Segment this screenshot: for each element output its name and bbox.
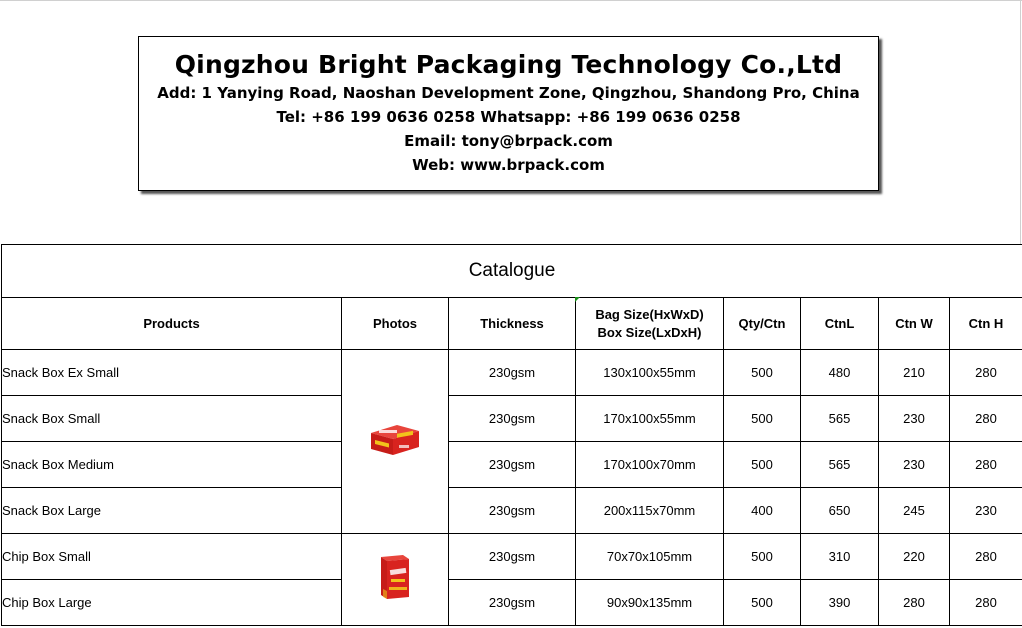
cell-product[interactable]: Chip Box Small — [2, 534, 342, 580]
header-row — [2, 298, 1022, 350]
cell-ctnh[interactable]: 280 — [950, 442, 1022, 488]
catalogue-title: Catalogue — [2, 245, 1022, 298]
cell-ctnh[interactable]: 230 — [950, 488, 1022, 534]
col-ctnw[interactable]: Ctn W — [879, 298, 950, 350]
cell-size[interactable]: 170x100x55mm — [576, 396, 724, 442]
table-row — [2, 488, 1022, 534]
col-photos[interactable]: Photos — [342, 298, 449, 350]
cell-size[interactable]: 170x100x70mm — [576, 442, 724, 488]
cell-product[interactable]: Snack Box Large — [2, 488, 342, 534]
cell-ctnw[interactable]: 280 — [879, 580, 950, 626]
table-row — [2, 350, 1022, 396]
col-products[interactable]: Products — [2, 298, 342, 350]
cell-qty[interactable]: 500 — [724, 350, 801, 396]
cell-qty[interactable]: 500 — [724, 442, 801, 488]
cell-ctnw[interactable]: 245 — [879, 488, 950, 534]
col-size-line2: Box Size(LxDxH) — [597, 324, 702, 340]
chip-box-icon — [375, 551, 415, 603]
cell-thickness[interactable]: 230gsm — [449, 350, 576, 396]
table-row — [2, 534, 1022, 580]
cell-product[interactable]: Snack Box Ex Small — [2, 350, 342, 396]
table-row — [2, 396, 1022, 442]
col-ctnh[interactable]: Ctn H — [950, 298, 1022, 350]
table-row — [2, 580, 1022, 626]
sheet-right-border — [1020, 0, 1021, 245]
sheet-top-border — [0, 0, 1022, 1]
table-row — [2, 442, 1022, 488]
cell-thickness[interactable]: 230gsm — [449, 442, 576, 488]
cell-ctnh[interactable]: 280 — [950, 396, 1022, 442]
col-size[interactable] — [576, 298, 724, 350]
col-ctnl[interactable]: CtnL — [801, 298, 879, 350]
cell-ctnl[interactable]: 565 — [801, 442, 879, 488]
company-header — [138, 36, 879, 191]
company-phone: Tel: +86 199 0636 0258 Whatsapp: +86 199 0636 0258 — [276, 108, 741, 126]
cell-product[interactable]: Snack Box Small — [2, 396, 342, 442]
cell-ctnh[interactable]: 280 — [950, 580, 1022, 626]
company-address: Add: 1 Yanying Road, Naoshan Development Zone, Qingzhou, Shandong Pro, China — [157, 84, 860, 102]
cell-ctnl[interactable]: 650 — [801, 488, 879, 534]
cell-qty[interactable]: 500 — [724, 396, 801, 442]
col-size-line1: Bag Size(HxWxD) — [595, 306, 704, 322]
cell-product[interactable]: Snack Box Medium — [2, 442, 342, 488]
cell-qty[interactable]: 400 — [724, 488, 801, 534]
cell-ctnh[interactable]: 280 — [950, 534, 1022, 580]
cell-ctnl[interactable]: 480 — [801, 350, 879, 396]
cell-product[interactable]: Chip Box Large — [2, 580, 342, 626]
cell-ctnw[interactable]: 230 — [879, 442, 950, 488]
company-web: Web: www.brpack.com — [412, 156, 605, 174]
col-qty[interactable]: Qty/Ctn — [724, 298, 801, 350]
company-name: Qingzhou Bright Packaging Technology Co.,Ltd — [174, 50, 843, 79]
cell-ctnl[interactable]: 390 — [801, 580, 879, 626]
cell-ctnw[interactable]: 220 — [879, 534, 950, 580]
col-thickness[interactable]: Thickness — [449, 298, 576, 350]
cell-ctnl[interactable]: 565 — [801, 396, 879, 442]
cell-size[interactable]: 130x100x55mm — [576, 350, 724, 396]
company-email: Email: tony@brpack.com — [404, 132, 613, 150]
cell-ctnw[interactable]: 210 — [879, 350, 950, 396]
cell-comment-marker — [575, 297, 580, 302]
cell-photo-chip-box[interactable] — [342, 534, 449, 626]
cell-size[interactable]: 200x115x70mm — [576, 488, 724, 534]
cell-ctnw[interactable]: 230 — [879, 396, 950, 442]
snack-box-icon — [367, 419, 423, 459]
cell-qty[interactable]: 500 — [724, 534, 801, 580]
cell-size[interactable]: 70x70x105mm — [576, 534, 724, 580]
cell-thickness[interactable]: 230gsm — [449, 396, 576, 442]
catalogue-table — [1, 244, 1022, 626]
cell-size[interactable]: 90x90x135mm — [576, 580, 724, 626]
cell-qty[interactable]: 500 — [724, 580, 801, 626]
cell-thickness[interactable]: 230gsm — [449, 488, 576, 534]
cell-ctnl[interactable]: 310 — [801, 534, 879, 580]
cell-thickness[interactable]: 230gsm — [449, 534, 576, 580]
cell-thickness[interactable]: 230gsm — [449, 580, 576, 626]
cell-ctnh[interactable]: 280 — [950, 350, 1022, 396]
cell-photo-snack-box[interactable] — [342, 350, 449, 534]
